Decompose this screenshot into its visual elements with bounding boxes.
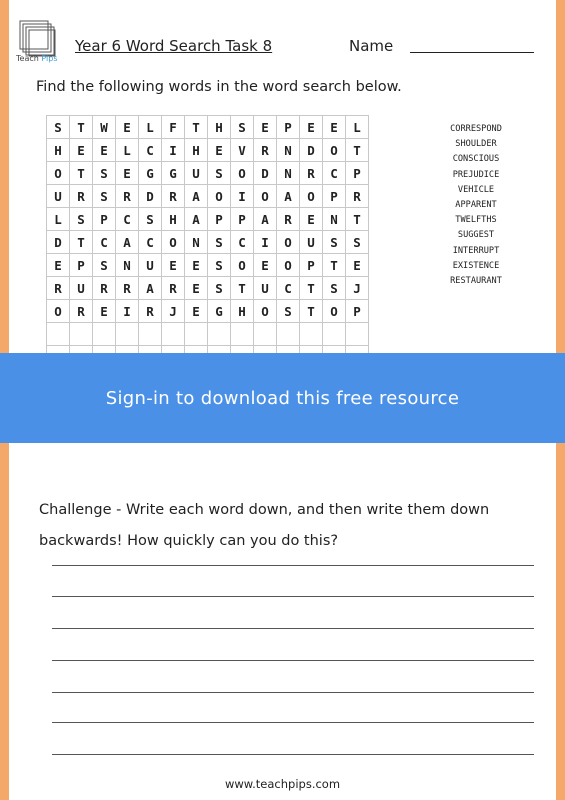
grid-cell: U xyxy=(185,162,208,185)
answer-line[interactable] xyxy=(52,692,534,693)
answer-line[interactable] xyxy=(52,565,534,566)
grid-cell: S xyxy=(208,231,231,254)
grid-cell: P xyxy=(208,208,231,231)
sign-in-banner-text[interactable]: Sign-in to download this free resource xyxy=(105,387,460,409)
grid-cell xyxy=(47,323,70,346)
grid-cell: A xyxy=(139,277,162,300)
grid-cell: S xyxy=(231,116,254,139)
grid-cell: T xyxy=(70,231,93,254)
grid-cell: E xyxy=(208,139,231,162)
grid-cell: E xyxy=(185,277,208,300)
word-list-item: SUGGEST xyxy=(457,230,495,241)
grid-cell: D xyxy=(139,185,162,208)
grid-cell: J xyxy=(162,300,185,323)
grid-cell: T xyxy=(346,139,369,162)
grid-cell: E xyxy=(300,208,323,231)
word-list-item: SHOULDER xyxy=(455,139,497,150)
grid-cell: O xyxy=(254,185,277,208)
grid-cell: E xyxy=(323,116,346,139)
grid-cell: L xyxy=(116,139,139,162)
grid-cell: E xyxy=(185,300,208,323)
grid-cell: J xyxy=(346,277,369,300)
grid-cell xyxy=(185,323,208,346)
grid-cell: R xyxy=(162,277,185,300)
grid-cell: P xyxy=(70,254,93,277)
grid-cell: I xyxy=(116,300,139,323)
grid-cell: R xyxy=(162,185,185,208)
grid-cell: U xyxy=(139,254,162,277)
grid-cell: A xyxy=(185,185,208,208)
grid-cell: E xyxy=(185,254,208,277)
grid-cell: C xyxy=(277,277,300,300)
answer-line[interactable] xyxy=(52,628,534,629)
grid-cell xyxy=(323,323,346,346)
grid-cell: T xyxy=(231,277,254,300)
grid-cell: S xyxy=(208,162,231,185)
page-title: Year 6 Word Search Task 8 xyxy=(75,37,273,55)
grid-cell: H xyxy=(47,139,70,162)
grid-row xyxy=(47,231,369,254)
grid-cell: N xyxy=(185,231,208,254)
word-list-item: RESTAURANT xyxy=(450,275,502,286)
sign-in-banner[interactable] xyxy=(0,353,565,443)
grid-row xyxy=(47,185,369,208)
grid-cell: O xyxy=(254,300,277,323)
grid-cell: O xyxy=(323,139,346,162)
grid-cell xyxy=(208,323,231,346)
grid-cell: P xyxy=(231,208,254,231)
word-list-item: CONSCIOUS xyxy=(452,154,500,165)
logo-text xyxy=(16,54,58,63)
grid-cell: D xyxy=(254,162,277,185)
word-list xyxy=(435,122,517,289)
grid-cell: P xyxy=(277,116,300,139)
grid-cell: R xyxy=(116,185,139,208)
grid-cell: L xyxy=(346,116,369,139)
grid-cell: U xyxy=(300,231,323,254)
grid-cell: O xyxy=(208,185,231,208)
grid-cell: C xyxy=(231,231,254,254)
grid-cell: R xyxy=(277,208,300,231)
word-list-item: CORRESPOND xyxy=(450,124,502,134)
name-label: Name xyxy=(349,37,394,55)
grid-cell: E xyxy=(47,254,70,277)
grid-cell: T xyxy=(185,116,208,139)
grid-cell: E xyxy=(162,254,185,277)
grid-cell: V xyxy=(231,139,254,162)
grid-cell: N xyxy=(277,162,300,185)
grid-cell: S xyxy=(208,254,231,277)
grid-cell: F xyxy=(162,116,185,139)
word-list-item: PREJUDICE xyxy=(452,169,500,180)
grid-cell: E xyxy=(254,254,277,277)
word-list-item: APPARENT xyxy=(455,199,497,210)
grid-row xyxy=(47,162,369,185)
grid-cell: T xyxy=(70,116,93,139)
grid-cell: E xyxy=(300,116,323,139)
grid-cell: R xyxy=(116,277,139,300)
grid-cell: S xyxy=(277,300,300,323)
answer-line[interactable] xyxy=(52,596,534,597)
grid-cell: U xyxy=(70,277,93,300)
word-list-item: TWELFTHS xyxy=(455,215,497,226)
grid-cell: S xyxy=(93,162,116,185)
grid-cell: G xyxy=(162,162,185,185)
grid-cell: P xyxy=(93,208,116,231)
grid-cell: S xyxy=(346,231,369,254)
grid-cell: R xyxy=(254,139,277,162)
grid-cell: O xyxy=(323,300,346,323)
grid-cell: A xyxy=(277,185,300,208)
grid-row xyxy=(47,277,369,300)
grid-cell: P xyxy=(346,300,369,323)
grid-cell: T xyxy=(300,300,323,323)
grid-cell: E xyxy=(93,139,116,162)
grid-cell: S xyxy=(70,208,93,231)
challenge-text: Challenge - Write each word down, and then write them down backwards! How quickly can you do this? xyxy=(39,502,490,549)
grid-cell: E xyxy=(70,139,93,162)
grid-cell: P xyxy=(300,254,323,277)
grid-cell: U xyxy=(254,277,277,300)
grid-cell: S xyxy=(93,185,116,208)
grid-cell: T xyxy=(346,208,369,231)
grid-cell: W xyxy=(93,116,116,139)
word-list-item: INTERRUPT xyxy=(452,245,500,256)
grid-cell: E xyxy=(93,300,116,323)
grid-cell xyxy=(300,323,323,346)
grid-cell: A xyxy=(116,231,139,254)
grid-cell: E xyxy=(116,116,139,139)
grid-cell: U xyxy=(47,185,70,208)
grid-cell: C xyxy=(116,208,139,231)
logo-text-pips: Pips xyxy=(41,54,58,63)
grid-cell: E xyxy=(346,254,369,277)
grid-cell: H xyxy=(185,139,208,162)
grid-cell: O xyxy=(47,300,70,323)
grid-cell: N xyxy=(323,208,346,231)
grid-cell: O xyxy=(277,231,300,254)
grid-cell: R xyxy=(70,300,93,323)
grid-cell xyxy=(93,323,116,346)
grid-row xyxy=(47,300,369,323)
grid-cell: E xyxy=(254,116,277,139)
grid-cell xyxy=(116,323,139,346)
grid-cell xyxy=(254,323,277,346)
grid-cell: S xyxy=(323,277,346,300)
grid-cell: O xyxy=(231,254,254,277)
grid-row xyxy=(47,254,369,277)
grid-cell: I xyxy=(231,185,254,208)
grid-cell: D xyxy=(300,139,323,162)
grid-cell: O xyxy=(47,162,70,185)
grid-cell: G xyxy=(208,300,231,323)
grid-cell: R xyxy=(300,162,323,185)
grid-cell: I xyxy=(162,139,185,162)
grid-cell: S xyxy=(139,208,162,231)
grid-cell: S xyxy=(208,277,231,300)
grid-cell: N xyxy=(277,139,300,162)
answer-line[interactable] xyxy=(52,660,534,661)
grid-cell: R xyxy=(93,277,116,300)
grid-cell: T xyxy=(70,162,93,185)
grid-cell: T xyxy=(300,277,323,300)
answer-line[interactable] xyxy=(52,754,534,755)
grid-cell xyxy=(162,323,185,346)
grid-cell: A xyxy=(185,208,208,231)
grid-cell xyxy=(346,323,369,346)
footer-url: www.teachpips.com xyxy=(224,777,341,791)
grid-cell: O xyxy=(300,185,323,208)
grid-row xyxy=(47,139,369,162)
grid-cell: O xyxy=(231,162,254,185)
grid-cell: N xyxy=(116,254,139,277)
grid-cell: A xyxy=(254,208,277,231)
grid-cell: C xyxy=(93,231,116,254)
grid-cell: O xyxy=(277,254,300,277)
grid-cell: R xyxy=(70,185,93,208)
grid-cell: R xyxy=(139,300,162,323)
grid-cell: C xyxy=(139,231,162,254)
grid-cell: S xyxy=(323,231,346,254)
grid-row xyxy=(47,323,369,346)
grid-cell: P xyxy=(346,162,369,185)
grid-cell: S xyxy=(47,116,70,139)
grid-cell: E xyxy=(116,162,139,185)
grid-cell xyxy=(277,323,300,346)
grid-row xyxy=(47,116,369,139)
grid-cell: S xyxy=(93,254,116,277)
grid-cell: H xyxy=(162,208,185,231)
grid-cell: C xyxy=(139,139,162,162)
grid-cell: C xyxy=(323,162,346,185)
grid-cell: G xyxy=(139,162,162,185)
grid-cell: L xyxy=(139,116,162,139)
instruction-text: Find the following words in the word search below. xyxy=(36,79,402,95)
answer-line[interactable] xyxy=(52,722,534,723)
grid-cell: R xyxy=(346,185,369,208)
grid-cell: I xyxy=(254,231,277,254)
grid-cell: O xyxy=(162,231,185,254)
name-write-line xyxy=(410,52,534,53)
grid-cell: T xyxy=(323,254,346,277)
grid-cell: P xyxy=(323,185,346,208)
word-list-item: VEHICLE xyxy=(457,184,495,195)
grid-cell: D xyxy=(47,231,70,254)
grid-cell xyxy=(231,323,254,346)
logo-text-teach: Teach xyxy=(16,54,39,63)
grid-cell: L xyxy=(47,208,70,231)
grid-row xyxy=(47,208,369,231)
grid-cell xyxy=(70,323,93,346)
grid-cell: H xyxy=(208,116,231,139)
word-list-item: EXISTENCE xyxy=(452,260,500,271)
grid-cell xyxy=(139,323,162,346)
grid-cell: R xyxy=(47,277,70,300)
grid-cell: H xyxy=(231,300,254,323)
